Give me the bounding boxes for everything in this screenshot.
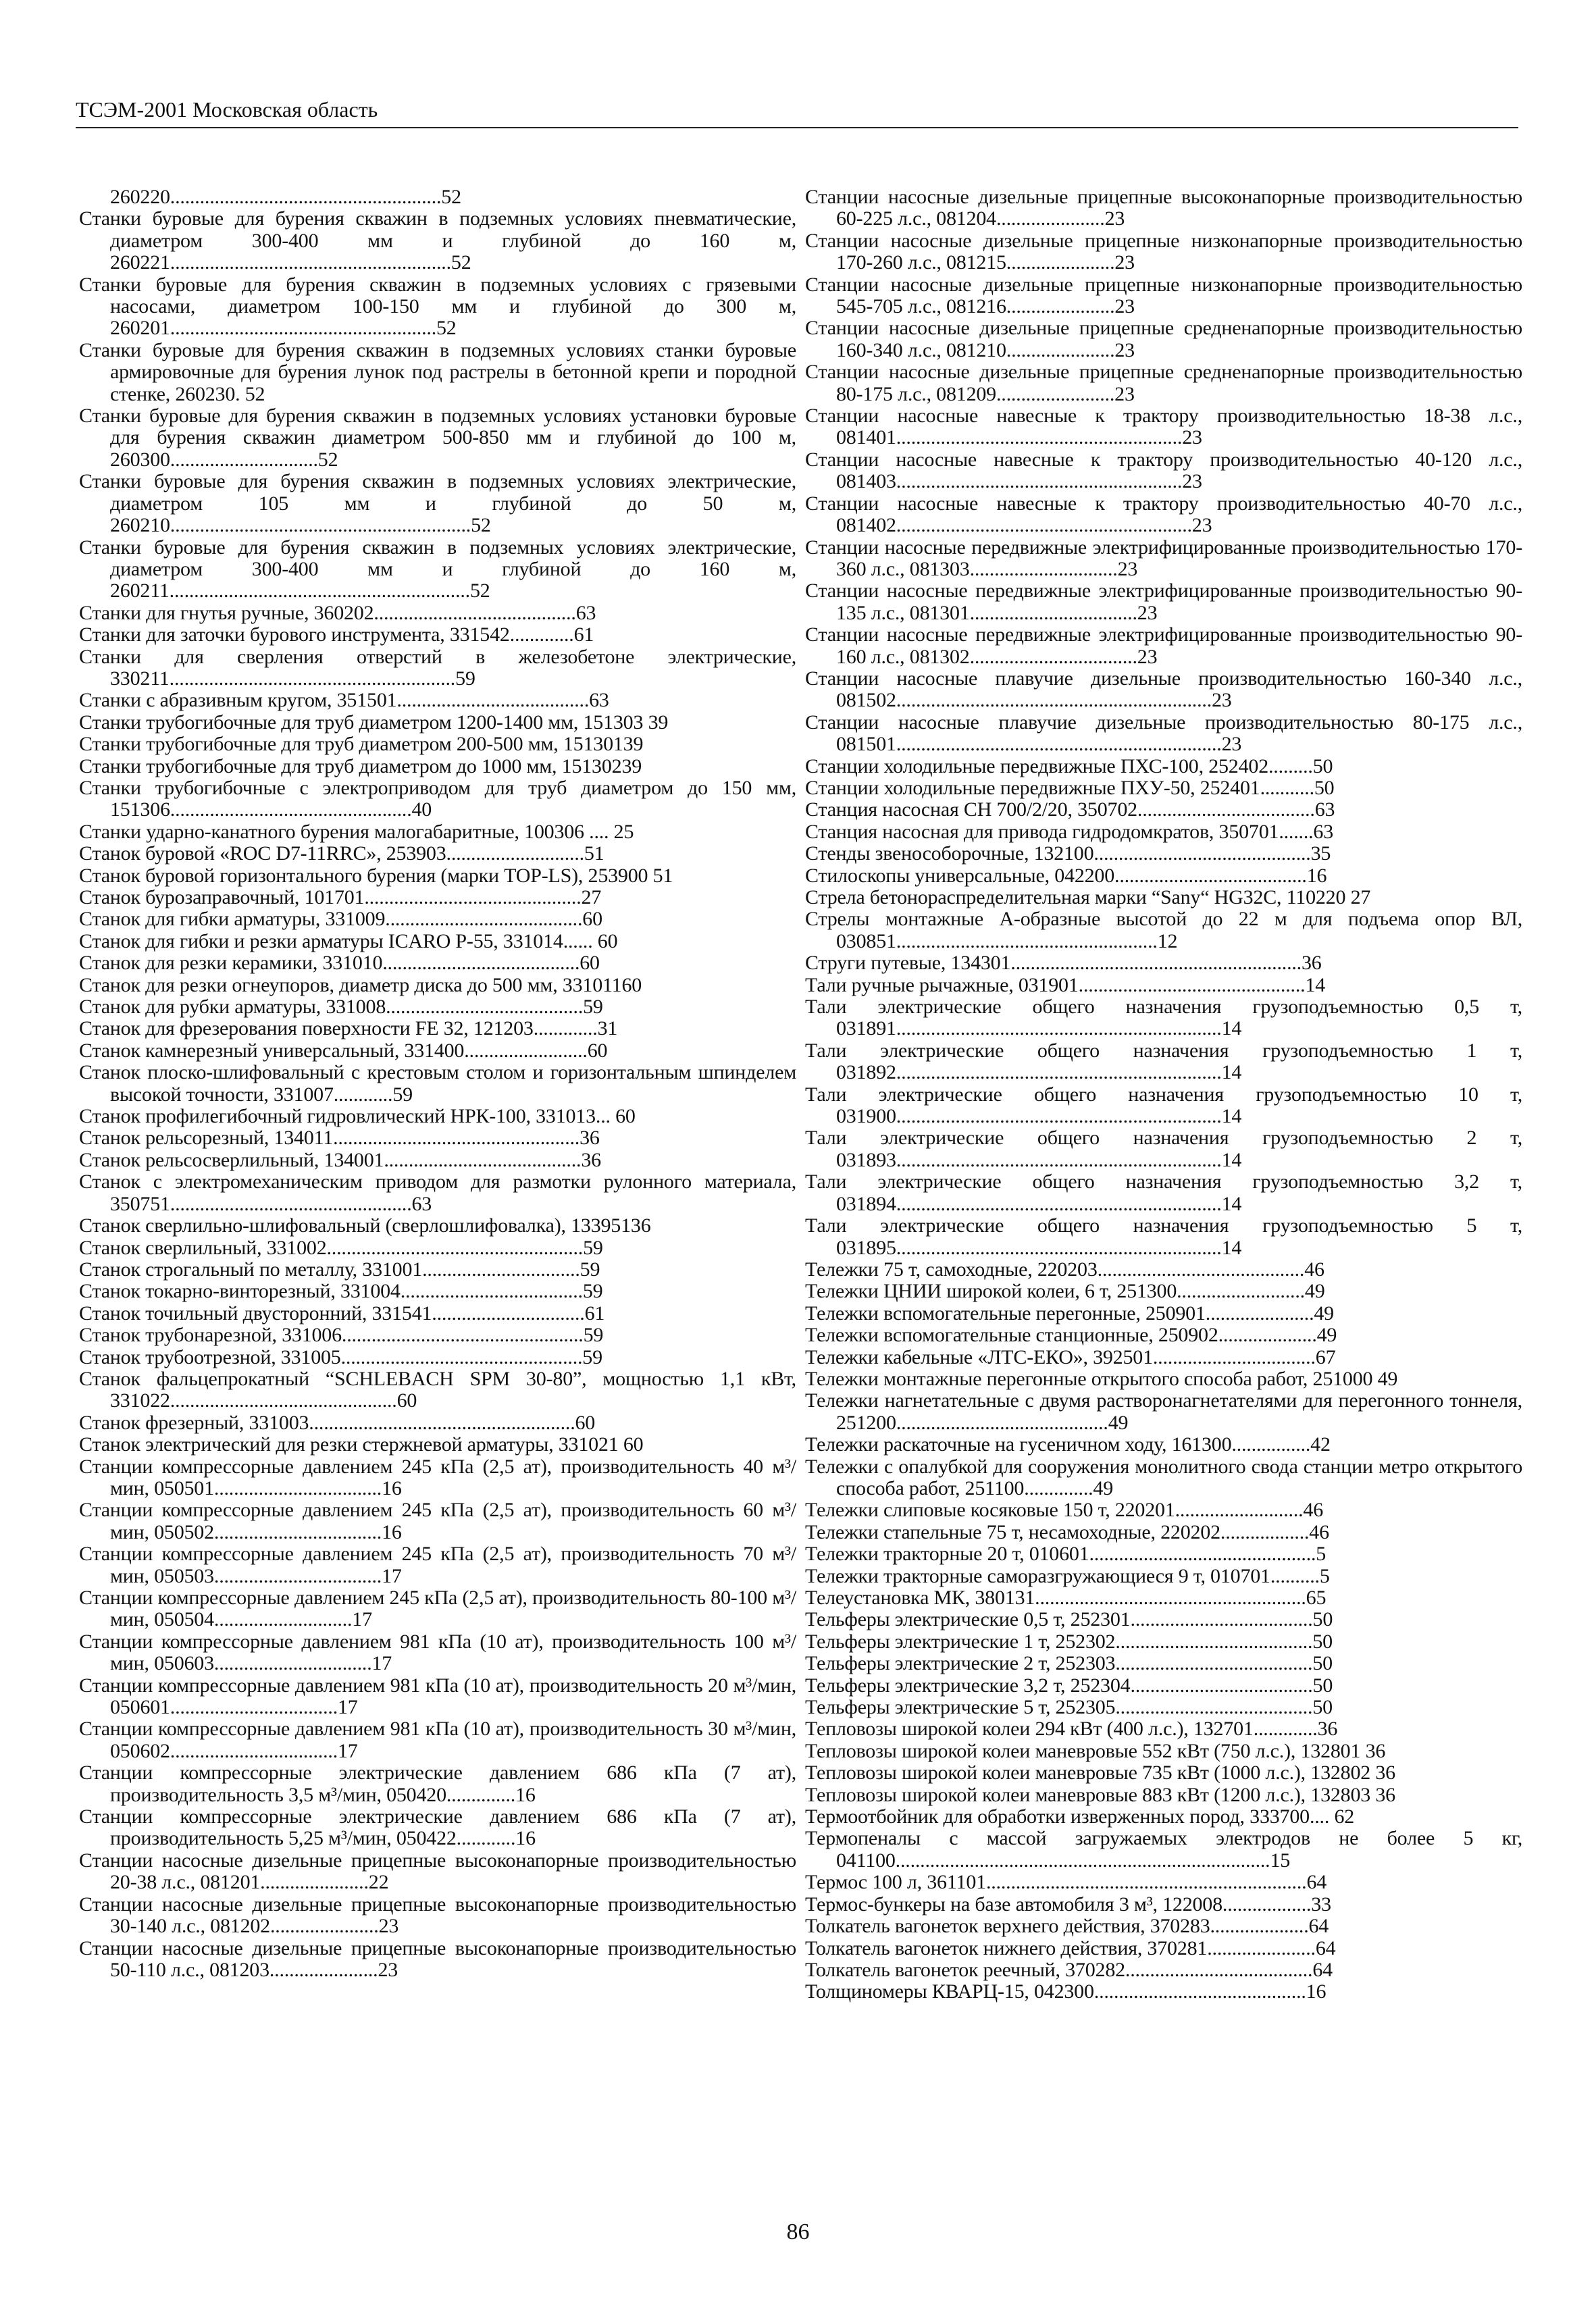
index-entry: Тележки слиповые косяковые 150 т, 220201..........................46	[805, 1499, 1324, 1522]
index-entry: Тележки с опалубкой для сооружения монолитного свода станции метро открытого способа работ, 251100..............49	[805, 1455, 1522, 1499]
index-entry: Тележки вспомогательные станционные, 250902....................49	[805, 1324, 1337, 1347]
index-entry: Станки буровые для бурения скважин в подземных условиях с грязевыми насосами, диаметром 100-150 мм и глубиной до 300 м, 260201......................................................52	[79, 273, 796, 340]
index-entry: Тележки монтажные перегонные открытого способа работ, 251000 49	[805, 1367, 1398, 1390]
index-entry: Станки буровые для бурения скважин в подземных условиях электрические, диаметром 300-400 мм и глубиной до 160 м, 260211.............................................................52	[79, 536, 796, 602]
index-entry: Станок для гибки и резки арматуры ICARO P-55, 331014...... 60	[79, 929, 618, 952]
index-entry: Тельферы электрические 1 т, 252302........................................50	[805, 1630, 1333, 1653]
index-entry: Стрелы монтажные А-образные высотой до 22 м для подъема опор ВЛ, 030851.....................................................12	[805, 908, 1522, 952]
index-entry: Станок трубоотрезной, 331005.................................................59	[79, 1345, 602, 1368]
index-entry: Тележки 75 т, самоходные, 220203..........................................46	[805, 1258, 1324, 1281]
index-entry: Станции насосные дизельные прицепные низконапорные производительностью 170-260 л.с., 081215......................23	[805, 229, 1522, 274]
index-entry: Станции насосные дизельные прицепные высоконапорные производительностью 50-110 л.с., 081203......................23	[79, 1936, 796, 1981]
index-entry: Станок сверлильный, 331002....................................................59	[79, 1236, 603, 1259]
index-entry: Станки трубогибочные для труб диаметром до 1000 мм, 15130239	[79, 754, 642, 777]
index-column-right	[805, 186, 1522, 2003]
index-entry: Стрела бетонораспределительная марки “Sany“ HG32C, 110220 27	[805, 886, 1371, 908]
index-entry: Станции компрессорные давлением 245 кПа (2,5 ат), производительность 40 м³/мин, 050501..................................16	[79, 1455, 796, 1499]
index-entry: Термос-бункеры на базе автомобиля 3 м³, 122008..................33	[805, 1893, 1331, 1916]
index-entry: Тепловозы широкой колеи маневровые 552 кВт (750 л.с.), 132801 36	[805, 1739, 1386, 1762]
index-entry: Термос 100 л, 361101.................................................................64	[805, 1871, 1327, 1894]
index-entry: Станок фальцепрокатный “SCHLEBACH SPM 30-80”, мощностью 1,1 кВт, 331022..............................................60	[79, 1367, 796, 1412]
index-entry: Телеустановка МК, 380131.......................................................65	[805, 1587, 1327, 1609]
index-entry: Станции насосные дизельные прицепные средненапорные производительностью 80-175 л.с., 081209........................23	[805, 361, 1522, 405]
index-entry: Станция насосная для привода гидродомкратов, 350701.......63	[805, 820, 1334, 843]
index-entry: Станок рельсорезный, 134011..................................................36	[79, 1127, 600, 1150]
index-entry: Станки буровые для бурения скважин в подземных условиях электрические, диаметром 105 мм и глубиной до 50 м, 260210.............................................................52	[79, 470, 796, 537]
index-entry: Тельферы электрические 0,5 т, 252301.....................................50	[805, 1608, 1333, 1631]
index-entry: Станки для гнутья ручные, 360202.........................................63	[79, 601, 596, 624]
index-entry: Станции насосные дизельные прицепные высоконапорные производительностью 60-225 л.с., 081204......................23	[805, 186, 1522, 230]
index-entry: Струги путевые, 134301...........................................................36	[805, 952, 1322, 975]
index-entry: Тельферы электрические 5 т, 252305........................................50	[805, 1696, 1333, 1719]
index-entry: Станции насосные передвижные электрифицированные производительностью 90-135 л.с., 081301..................................23	[805, 580, 1522, 624]
index-entry: Тельферы электрические 2 т, 252303........................................50	[805, 1652, 1333, 1675]
index-entry: Станции компрессорные давлением 981 кПа (10 ат), производительность 20 м³/мин, 050601..................................17	[79, 1674, 796, 1719]
index-entry: Станок профилегибочный гидровлический НРК-100, 331013... 60	[79, 1105, 636, 1128]
index-entry: Станок фрезерный, 331003......................................................60	[79, 1411, 596, 1434]
index-entry: Станки ударно-канатного бурения малогабаритные, 100306 .... 25	[79, 820, 634, 843]
index-entry: Стенды звенособорочные, 132100............................................35	[805, 842, 1331, 865]
index-entry: Станок плоско-шлифовальный с крестовым столом и горизонтальным шпинделем высокой точности, 331007............59	[79, 1061, 796, 1106]
index-entry: Тали электрические общего назначения грузоподъемностью 5 т, 031895..................................................................14	[805, 1214, 1522, 1259]
index-entry: Станции компрессорные давлением 981 кПа (10 ат), производительность 30 м³/мин, 050602..................................17	[79, 1718, 796, 1762]
index-entry: Станции насосные плавучие дизельные производительностью 160-340 л.с., 081502................................................................23	[805, 667, 1522, 712]
index-entry: Станции насосные дизельные прицепные высоконапорные производительностью 30-140 л.с., 081202......................23	[79, 1893, 796, 1938]
index-entry: Станок электрический для резки стержневой арматуры, 331021 60	[79, 1433, 644, 1456]
index-entry: Тележки вспомогательные перегонные, 250901......................49	[805, 1302, 1334, 1325]
index-entry: Тали электрические общего назначения грузоподъемностью 2 т, 031893..................................................................14	[805, 1127, 1522, 1171]
index-entry: Станции компрессорные электрические давлением 686 кПа (7 ат), производительность 5,25 м³/мин, 050422............16	[79, 1805, 796, 1850]
index-entry: Тележки кабельные «ЛТС-ЕКО», 392501.................................67	[805, 1345, 1336, 1368]
index-entry: Станции холодильные передвижные ПХУ-50, 252401...........50	[805, 776, 1335, 799]
index-entry: Станок строгальный по металлу, 331001................................59	[79, 1258, 600, 1281]
index-entry: Станок рельсосверлильный, 134001........................................36	[79, 1148, 601, 1171]
index-entry: Станки буровые для бурения скважин в подземных условиях пневматические, диаметром 300-400 мм и глубиной до 160 м, 260221.........................................................52	[79, 207, 796, 274]
index-entry: Станок для фрезерования поверхности FE 32, 121203.............31	[79, 1017, 618, 1040]
index-entry: Станции компрессорные давлением 245 кПа (2,5 ат), производительность 70 м³/мин, 050503..................................17	[79, 1543, 796, 1587]
index-entry: Станок сверлильно-шлифовальный (сверлошлифовалка), 13395136	[79, 1214, 651, 1237]
index-entry: Станок с электромеханическим приводом для размотки рулонного материала, 350751.................................................63	[79, 1171, 796, 1215]
index-entry: Тали электрические общего назначения грузоподъемностью 10 т, 031900..................................................................14	[805, 1083, 1522, 1128]
index-entry: Станки буровые для бурения скважин в подземных условиях установки буровые для бурения скважин диаметром 500-850 мм и глубиной до 100 м, 260300..............................52	[79, 405, 796, 471]
index-entry: Станок для рубки арматуры, 331008........................................59	[79, 996, 603, 1019]
index-entry: Станции компрессорные электрические давлением 686 кПа (7 ат), производительность 3,5 м³/мин, 050420..............16	[79, 1762, 796, 1806]
index-entry: Станок для резки огнеупоров, диаметр диска до 500 мм, 33101160	[79, 973, 642, 996]
index-entry: Станции компрессорные давлением 245 кПа (2,5 ат), производительность 80-100 м³/мин, 050504............................17	[79, 1587, 796, 1631]
index-entry: Станок бурозаправочный, 101701............................................27	[79, 886, 602, 908]
page-number: 86	[786, 2219, 810, 2244]
index-entry: Станции насосные дизельные прицепные низконапорные производительностью 545-705 л.с., 081216......................23	[805, 273, 1522, 318]
index-entry: Тележки тракторные 20 т, 010601..............................................5	[805, 1543, 1327, 1566]
index-entry: Тали электрические общего назначения грузоподъемностью 3,2 т, 031894..................................................................14	[805, 1171, 1522, 1215]
index-entry: Станки буровые для бурения скважин в подземных условиях станки буровые армировочные для бурения лунок под растрелы в бетонной крепи и породной стенке, 260230. 52	[79, 338, 796, 405]
index-entry: Станции холодильные передвижные ПХС-100, 252402.........50	[805, 754, 1333, 777]
index-entry: Станок трубонарезной, 331006.................................................59	[79, 1324, 604, 1347]
index-entry: Станок буровой горизонтального бурения (марки TOP-LS), 253900 51	[79, 864, 673, 887]
index-entry: Станки трубогибочные для труб диаметром 1200-1400 мм, 151303 39	[79, 711, 669, 734]
index-entry: Толкатель вагонеток нижнего действия, 370281......................64	[805, 1936, 1336, 1959]
index-entry: Термопеналы с массой загружаемых электродов не более 5 кг, 041100............................................................................15	[805, 1827, 1522, 1872]
index-entry: Тепловозы широкой колеи 294 кВт (400 л.с.), 132701.............36	[805, 1718, 1338, 1741]
index-entry: Тельферы электрические 3,2 т, 252304.....................................50	[805, 1674, 1333, 1697]
index-entry: Тележки раскаточные на гусеничном ходу, 161300................42	[805, 1433, 1331, 1456]
index-entry: Станции насосные навесные к трактору производительностью 18-38 л.с., 081401..........................................................23	[805, 405, 1522, 449]
index-entry: Станция насосная СН 700/2/20, 350702....................................63	[805, 798, 1335, 821]
index-entry: Станции компрессорные давлением 245 кПа (2,5 ат), производительность 60 м³/мин, 050502..................................16	[79, 1499, 796, 1543]
index-entry: Толкатель вагонеток верхнего действия, 370283....................64	[805, 1915, 1329, 1938]
index-entry: Станки для заточки бурового инструмента, 331542.............61	[79, 623, 594, 646]
index-entry: Станки с абразивным кругом, 351501.......................................63	[79, 689, 609, 712]
index-entry: Станции насосные передвижные электрифицированные производительностью 90-160 л.с., 081302..................................23	[805, 623, 1522, 668]
index-entry: Станок камнерезный универсальный, 331400.........................60	[79, 1039, 608, 1062]
index-entry: Станции насосные передвижные электрифицированные производительностью 170-360 л.с., 081303..............................23	[805, 536, 1522, 580]
index-entry: 260220.......................................................52	[110, 186, 461, 208]
index-entry: Станки трубогибочные для труб диаметром 200-500 мм, 15130139	[79, 733, 644, 756]
index-entry: Станции насосные плавучие дизельные производительностью 80-175 л.с., 081501..................................................................23	[805, 711, 1522, 756]
index-entry: Тележки тракторные саморазгружающиеся 9 т, 010701..........5	[805, 1564, 1330, 1587]
index-entry: Станции насосные навесные к трактору производительностью 40-70 л.с., 081402............................................................23	[805, 492, 1522, 537]
index-entry: Станок для гибки арматуры, 331009........................................60	[79, 908, 602, 931]
page-header: ТСЭМ-2001 Московская область	[76, 96, 1518, 128]
index-entry: Тали электрические общего назначения грузоподъемностью 0,5 т, 031891..................................................................14	[805, 996, 1522, 1040]
index-column-left	[79, 186, 796, 1981]
index-entry: Толкатель вагонеток реечный, 370282......................................64	[805, 1958, 1333, 1981]
index-entry: Станок точильный двусторонний, 331541...............................61	[79, 1302, 605, 1325]
index-entry: Тепловозы широкой колеи маневровые 735 кВт (1000 л.с.), 132802 36	[805, 1762, 1395, 1784]
index-entry: Тали ручные рычажные, 031901..............................................14	[805, 973, 1326, 996]
index-entry: Станок буровой «ROC D7-11RRC», 253903............................51	[79, 842, 604, 865]
index-entry: Тепловозы широкой колеи маневровые 883 кВт (1200 л.с.), 132803 36	[805, 1783, 1395, 1806]
index-entry: Станции насосные дизельные прицепные высоконапорные производительностью 20-38 л.с., 081201......................22	[79, 1849, 796, 1894]
index-entry: Термоотбойник для обработки изверженных пород, 333700.... 62	[805, 1805, 1355, 1828]
index-entry: Станок токарно-винторезный, 331004.....................................59	[79, 1280, 603, 1303]
index-entry: Тали электрические общего назначения грузоподъемностью 1 т, 031892..................................................................14	[805, 1039, 1522, 1084]
index-entry: Станции компрессорные давлением 981 кПа (10 ат), производительность 100 м³/мин, 050603................................17	[79, 1630, 796, 1675]
index-entry: Стилоскопы универсальные, 042200.......................................16	[805, 864, 1327, 887]
index-entry: Станок для резки керамики, 331010........................................60	[79, 952, 600, 975]
index-entry: Станки трубогибочные с электроприводом для труб диаметром до 150 мм, 151306.................................................40	[79, 776, 796, 821]
index-entry: Тележки стапельные 75 т, несамоходные, 220202..................46	[805, 1520, 1329, 1543]
index-entry: Станции насосные навесные к трактору производительностью 40-120 л.с., 081403..........................................................23	[805, 448, 1522, 493]
index-entry: Станки для сверления отверстий в железобетоне электрические, 330211..........................................................59	[79, 645, 796, 690]
index-entry: Тележки ЦНИИ широкой колеи, 6 т, 251300..........................49	[805, 1280, 1325, 1303]
index-entry: Толщиномеры КВАРЦ-15, 042300...........................................16	[805, 1980, 1327, 2003]
index-entry: Станции насосные дизельные прицепные средненапорные производительностью 160-340 л.с., 081210......................23	[805, 317, 1522, 361]
index-entry: Тележки нагнетательные с двумя растворонагнетателями для перегонного тоннеля, 251200...........................................49	[805, 1389, 1522, 1434]
